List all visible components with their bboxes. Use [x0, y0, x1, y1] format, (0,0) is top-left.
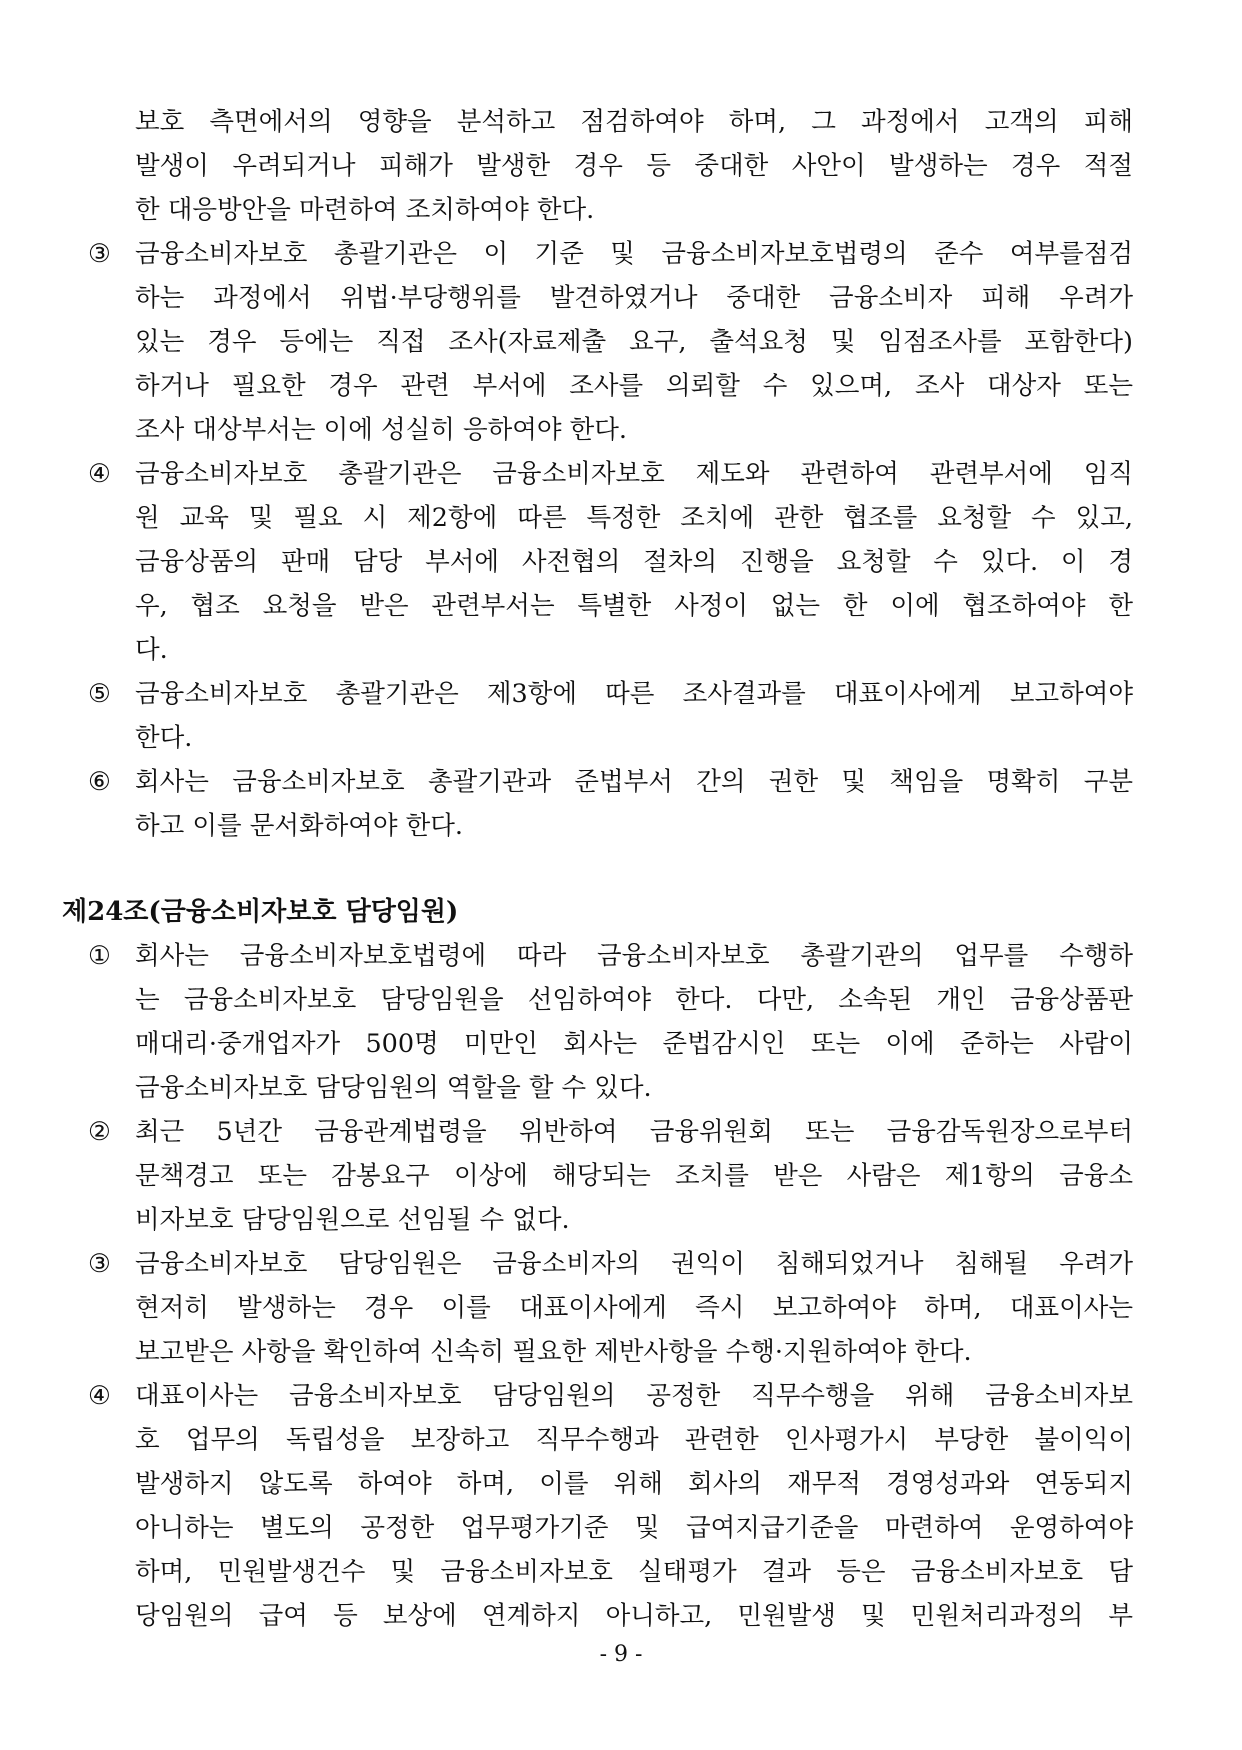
- item-line: 당임원의 급여 등 보상에 연계하지 아니하고, 민원발생 및 민원처리과정의 부: [135, 1601, 1133, 1631]
- item-line: 아니하는 별도의 공정한 업무평가기준 및 급여지급기준을 마련하여 운영하여야: [135, 1513, 1133, 1543]
- item-line: 금융소비자보호 총괄기관은 이 기준 및 금융소비자보호법령의 준수 여부를점검: [135, 239, 1133, 269]
- paragraph-line: 한 대응방안을 마련하여 조치하여야 한다.: [135, 195, 595, 225]
- item-line: 호 업무의 독립성을 보장하고 직무수행과 관련한 인사평가시 부당한 불이익이: [135, 1425, 1133, 1455]
- item-line: 최근 5년간 금융관계법령을 위반하여 금융위원회 또는 금융감독원장으로부터: [135, 1117, 1133, 1147]
- item-line: 발생하지 않도록 하여야 하며, 이를 위해 회사의 재무적 경영성과와 연동되지: [135, 1469, 1133, 1499]
- item-number: ④: [88, 459, 111, 489]
- item-line: 금융소비자보호 담당임원은 금융소비자의 권익이 침해되었거나 침해될 우려가: [135, 1249, 1133, 1279]
- item-line: 조사 대상부서는 이에 성실히 응하여야 한다.: [135, 415, 628, 445]
- item-line: 있는 경우 등에는 직접 조사(자료제출 요구, 출석요청 및 임점조사를 포함한다): [135, 327, 1133, 357]
- item-line: 문책경고 또는 감봉요구 이상에 해당되는 조치를 받은 사람은 제1항의 금융소: [135, 1161, 1133, 1191]
- item-line: 는 금융소비자보호 담당임원을 선임하여야 한다. 다만, 소속된 개인 금융상품판: [135, 985, 1133, 1015]
- paragraph-line: 발생이 우려되거나 피해가 발생한 경우 등 중대한 사안이 발생하는 경우 적절: [135, 151, 1133, 181]
- item-number: ⑥: [88, 767, 111, 797]
- item-line: 금융소비자보호 총괄기관은 금융소비자보호 제도와 관련하여 관련부서에 임직: [135, 459, 1133, 489]
- item-line: 우, 협조 요청을 받은 관련부서는 특별한 사정이 없는 한 이에 협조하여야 한: [135, 591, 1133, 621]
- item-line: 대표이사는 금융소비자보호 담당임원의 공정한 직무수행을 위해 금융소비자보: [135, 1381, 1133, 1411]
- item-line: 한다.: [135, 723, 193, 753]
- item-number: ③: [88, 1249, 111, 1279]
- item-line: 다.: [135, 635, 168, 665]
- item-number: ②: [88, 1117, 111, 1147]
- item-line: 원 교육 및 필요 시 제2항에 따른 특정한 조치에 관한 협조를 요청할 수 있고,: [135, 503, 1133, 533]
- item-number: ①: [88, 941, 111, 971]
- item-line: 하고 이를 문서화하여야 한다.: [135, 811, 464, 841]
- item-number: ③: [88, 239, 111, 269]
- item-line: 회사는 금융소비자보호 총괄기관과 준법부서 간의 권한 및 책임을 명확히 구분: [135, 767, 1133, 797]
- paragraph-line: 보호 측면에서의 영향을 분석하고 점검하여야 하며, 그 과정에서 고객의 피해: [135, 107, 1133, 137]
- item-line: 현저히 발생하는 경우 이를 대표이사에게 즉시 보고하여야 하며, 대표이사는: [135, 1293, 1133, 1323]
- item-number: ⑤: [88, 679, 111, 709]
- item-line: 보고받은 사항을 확인하여 신속히 필요한 제반사항을 수행·지원하여야 한다.: [135, 1337, 972, 1367]
- item-line: 금융소비자보호 담당임원의 역할을 할 수 있다.: [135, 1073, 652, 1103]
- page-number: - 9 -: [599, 1642, 643, 1667]
- item-line: 비자보호 담당임원으로 선임될 수 없다.: [135, 1205, 570, 1235]
- item-line: 매대리·중개업자가 500명 미만인 회사는 준법감시인 또는 이에 준하는 사람이: [135, 1029, 1133, 1059]
- item-line: 하며, 민원발생건수 및 금융소비자보호 실태평가 결과 등은 금융소비자보호 담: [135, 1557, 1133, 1587]
- item-line: 회사는 금융소비자보호법령에 따라 금융소비자보호 총괄기관의 업무를 수행하: [135, 941, 1133, 971]
- item-line: 금융소비자보호 총괄기관은 제3항에 따른 조사결과를 대표이사에게 보고하여야: [135, 679, 1133, 709]
- article-heading: 제24조(금융소비자보호 담당임원): [62, 897, 459, 927]
- item-line: 하거나 필요한 경우 관련 부서에 조사를 의뢰할 수 있으며, 조사 대상자 또는: [135, 371, 1133, 401]
- item-number: ④: [88, 1381, 111, 1411]
- item-line: 금융상품의 판매 담당 부서에 사전협의 절차의 진행을 요청할 수 있다. 이 경: [135, 547, 1133, 577]
- item-line: 하는 과정에서 위법·부당행위를 발견하였거나 중대한 금융소비자 피해 우려가: [135, 283, 1133, 313]
